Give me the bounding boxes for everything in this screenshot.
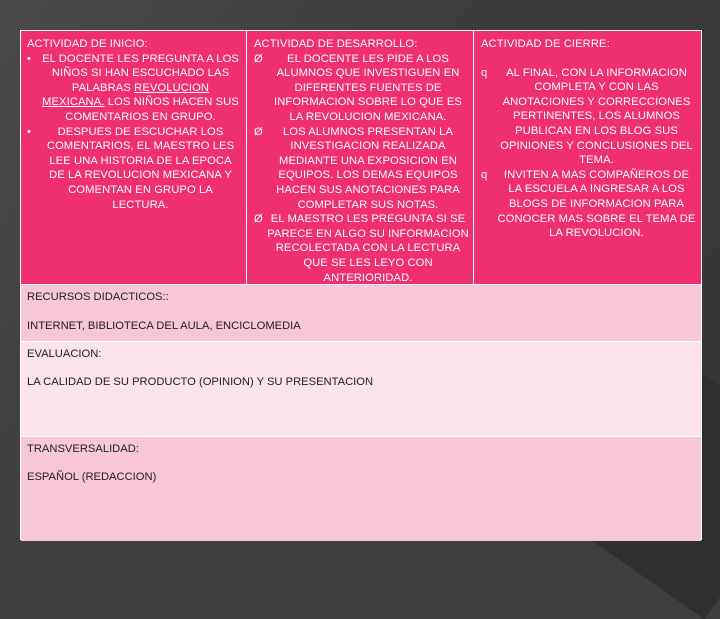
transversalidad-text: ESPAÑOL (REDACCION)	[27, 471, 157, 483]
arrow-bullet-icon: Ø	[254, 52, 263, 65]
activities-row	[21, 31, 701, 284]
checkbox-bullet-icon: q	[481, 168, 488, 181]
arrow-bullet-icon: Ø	[254, 125, 263, 138]
arrow-bullet-icon: Ø	[254, 213, 263, 226]
evaluacion-text: LA CALIDAD DE SU PRODUCTO (OPINION) Y SU PRESENTACION	[27, 376, 374, 388]
desarrollo-item: LOS ALUMNOS PRESENTAN LA INVESTIGACION REALIZADA MEDIANTE UNA EXPOSICION EN EQUIPOS. LOS DEMAS EQUIPOS HACEN SUS ANOTACIONES PARA COMPLETAR SUS NOTAS.	[276, 125, 460, 211]
cierre-heading: ACTIVIDAD DE CIERRE:	[481, 38, 610, 50]
cierre-item: INVITEN A MAS COMPAÑEROS DE LA ESCUELA A INGRESAR A LOS BLOGS DE INFORMACION PARA CONOCER MAS SOBRE EL TEMA DE LA REVOLUCION.	[497, 168, 696, 240]
bullet-icon: •	[27, 52, 32, 65]
cierre-column	[474, 31, 701, 284]
cierre-item: AL FINAL, CON LA INFORMACION COMPLETA Y CON LAS ANOTACIONES Y CORRECCIONES PERTINENTES, LOS ALUMNOS PUBLICAN EN LOS BLOG SUS OPINIONES Y CONCLUSIONES DEL TEMA.	[500, 66, 693, 167]
desarrollo-list	[254, 52, 469, 286]
recursos-row	[21, 284, 701, 341]
inicio-column	[21, 31, 247, 284]
inicio-item1-underlined: REVOLUCION MEXICANA.	[42, 81, 210, 109]
list-item	[254, 212, 469, 285]
transversalidad-label: TRANSVERSALIDAD:	[27, 443, 139, 455]
list-item	[254, 52, 469, 125]
desarrollo-item: EL DOCENTE LES PIDE A LOS ALUMNOS QUE INVESTIGUEN EN DIFERENTES FUENTES DE INFORMACION SOBRE LO QUE ES LA REVOLUCION MEXICANA.	[274, 52, 462, 123]
inicio-heading: ACTIVIDAD DE INICIO:	[27, 38, 148, 50]
desarrollo-column	[247, 31, 474, 284]
inicio-item2: DESPUES DE ESCUCHAR LOS COMENTARIOS, EL MAESTRO LES LEE UNA HISTORIA DE LA EPOCA DE LA REVOLUCION MEXICANA Y COMENTAN EN GRUPO LA LECTURA.	[46, 125, 235, 211]
list-item	[27, 52, 240, 125]
recursos-label: RECURSOS DIDACTICOS::	[27, 291, 169, 303]
list-item	[254, 125, 469, 213]
evaluacion-label: EVALUACION:	[27, 348, 102, 360]
cierre-list	[481, 66, 697, 241]
inicio-item1-post: LOS NIÑOS HACEN SUS COMENTARIOS EN GRUPO.	[65, 96, 239, 123]
transversalidad-row	[21, 436, 701, 541]
desarrollo-item: EL MAESTRO LES PREGUNTA SI SE PARECE EN ALGO SU INFORMACION RECOLECTADA CON LA LECTURA QUE SE LES LEYO CON ANTERIORIDAD.	[267, 213, 469, 284]
bullet-icon: •	[27, 125, 32, 138]
list-item	[27, 125, 240, 213]
evaluacion-row	[21, 341, 701, 436]
inicio-list	[27, 52, 240, 213]
list-item	[481, 168, 697, 241]
lesson-plan-table	[20, 30, 702, 540]
inicio-item1-pre: EL DOCENTE LES PREGUNTA A LOS NIÑOS SI HAN ESCUCHADO LAS PALABRAS	[42, 52, 239, 94]
recursos-text: INTERNET, BIBLIOTECA DEL AULA, ENCICLOMEDIA	[27, 320, 301, 332]
desarrollo-heading: ACTIVIDAD DE DESARROLLO:	[254, 38, 418, 50]
list-item	[481, 66, 697, 168]
checkbox-bullet-icon: q	[481, 66, 488, 79]
